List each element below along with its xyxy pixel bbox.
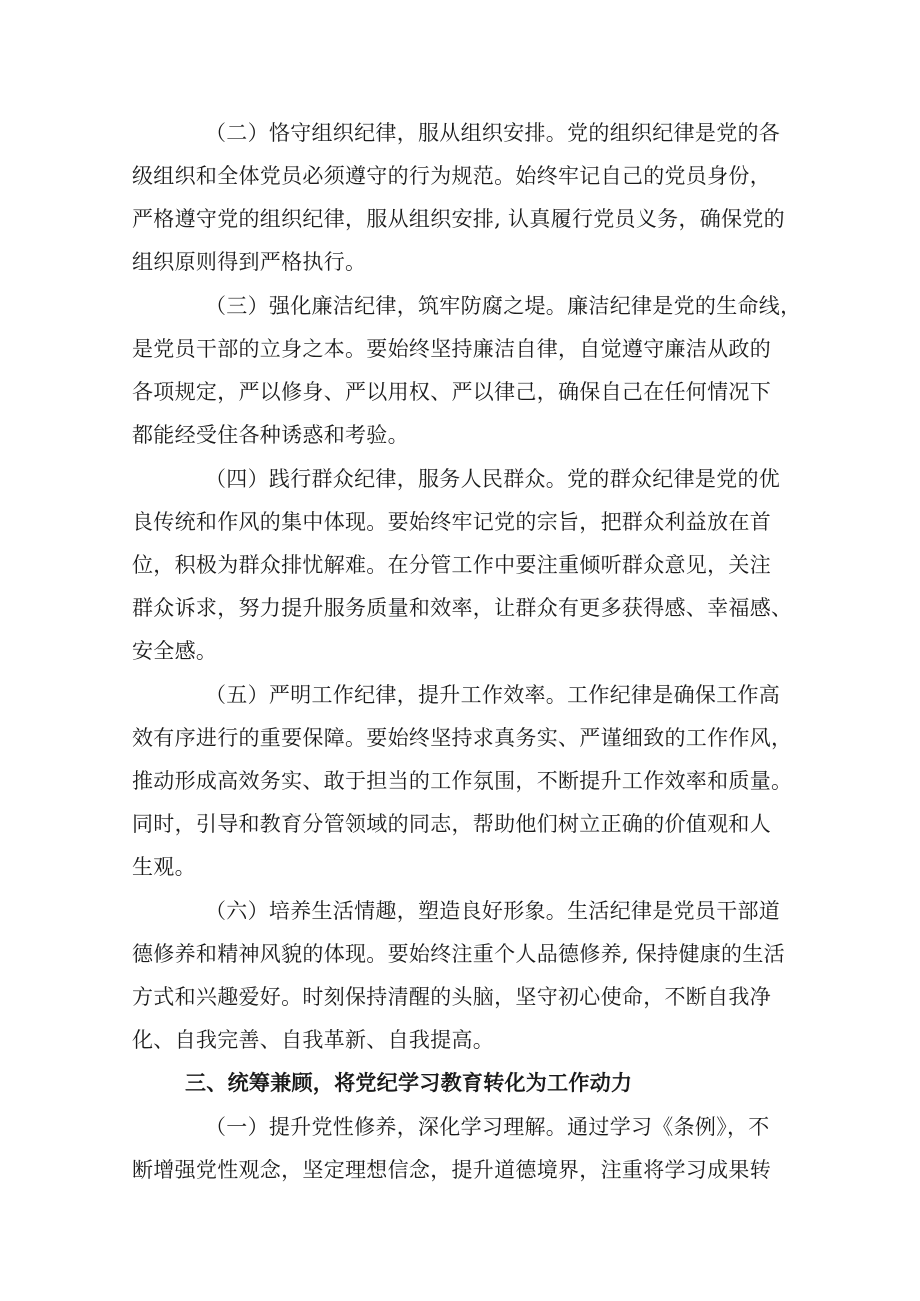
text-line: 化、自我完善、自我革新、自我提高。 bbox=[132, 1028, 495, 1052]
text-line: 德修养和精神风貌的体现。要始终注重个人品德修养, 保持健康的生活 bbox=[132, 942, 785, 966]
text-line: 群众诉求，努力提升服务质量和效率，让群众有更多获得感、幸福感、 bbox=[132, 596, 793, 620]
text-line: 位，积极为群众排忧解难。在分管工作中要注重倾听群众意见，关注 bbox=[132, 553, 771, 577]
text-line: 推动形成高效务实、敢于担当的工作氛围，不断提升工作效率和质量。 bbox=[132, 769, 793, 793]
text-line: 方式和兴趣爱好。时刻保持清醒的头脑，坚守初心使命，不断自我净 bbox=[132, 985, 771, 1009]
text-line: 都能经受住各种诱惑和考验。 bbox=[132, 423, 409, 447]
section-heading: 三、统筹兼顾，将党纪学习教育转化为工作动力 bbox=[185, 1071, 633, 1095]
text-line: 安全感。 bbox=[132, 639, 218, 663]
text-line: 各项规定，严以修身、严以用权、严以律己，确保自己在任何情况下 bbox=[132, 380, 771, 404]
text-line: （六）培养生活情趣，塑造良好形象。生活纪律是党员干部道 bbox=[205, 899, 781, 923]
text-line: 良传统和作风的集中体现。要始终牢记党的宗旨，把群众利益放在首 bbox=[132, 510, 771, 534]
text-line: 效有序进行的重要保障。要始终坚持求真务实、严谨细致的工作作风， bbox=[132, 726, 793, 750]
text-line: （二）恪守组织纪律，服从组织安排。党的组织纪律是党的各 bbox=[205, 121, 781, 145]
text-line: （四）践行群众纪律，服务人民群众。党的群众纪律是党的优 bbox=[205, 467, 781, 491]
text-line: 级组织和全体党员必须遵守的行为规范。始终牢记自己的党员身份， bbox=[132, 164, 771, 188]
text-line: （三）强化廉洁纪律，筑牢防腐之堤。廉洁纪律是党的生命线， bbox=[205, 294, 802, 318]
text-line: 组织原则得到严格执行。 bbox=[132, 250, 367, 274]
text-line: 断增强党性观念，坚定理想信念，提升道德境界，注重将学习成果转 bbox=[132, 1158, 771, 1182]
text-line: （五）严明工作纪律，提升工作效率。工作纪律是确保工作高 bbox=[205, 683, 781, 707]
text-line: 是党员干部的立身之本。要始终坚持廉洁自律，自觉遵守廉洁从政的 bbox=[132, 337, 771, 361]
text-line: 同时，引导和教育分管领域的同志，帮助他们树立正确的价值观和人 bbox=[132, 812, 771, 836]
text-line: （一）提升党性修养，深化学习理解。通过学习《条例》，不 bbox=[205, 1115, 770, 1139]
text-line: 严格遵守党的组织纪律，服从组织安排, 认真履行党员义务，确保党的 bbox=[132, 207, 785, 231]
text-line: 生观。 bbox=[132, 855, 196, 879]
